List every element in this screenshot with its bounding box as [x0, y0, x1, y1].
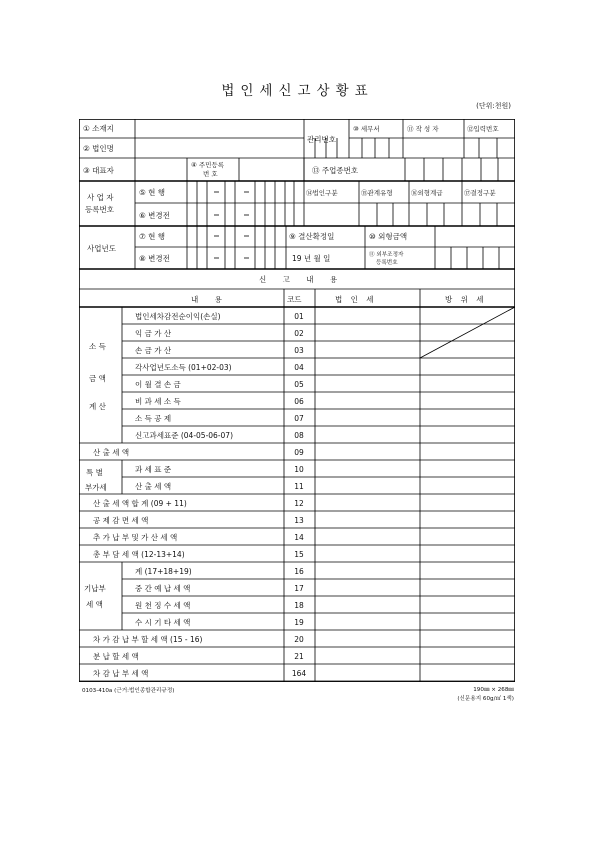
row-code: 10 [294, 465, 304, 474]
location-field[interactable] [136, 120, 303, 137]
row-code: 05 [294, 380, 304, 389]
row-code: 13 [294, 516, 304, 525]
table-row [122, 580, 515, 596]
table-row [79, 631, 515, 647]
corp-tax-field[interactable] [316, 359, 419, 374]
table-row [122, 410, 515, 426]
table-row [79, 444, 515, 460]
ext-auditor-label-2: 등록번호 [376, 260, 398, 266]
row-code: 09 [294, 448, 304, 457]
row-label: 산 출 세 액 [135, 482, 172, 491]
group-special-1: 특 별 [86, 468, 103, 477]
table-row [122, 376, 515, 392]
col-rural-tax: 방 위 세 [445, 295, 487, 304]
ext-amount-label: ⑩ 외형금액 [369, 232, 408, 241]
row-label: 산 출 세 액 [93, 448, 130, 457]
row-label: 추 가 납 부 및 가 산 세 액 [93, 533, 178, 542]
rural-tax-field[interactable] [421, 563, 514, 578]
rural-tax-field[interactable] [421, 478, 514, 493]
table-row [79, 427, 515, 443]
changed2-label: ⑧ 변경전 [139, 254, 170, 263]
row-label: 수 시 기 타 세 액 [135, 618, 191, 627]
row-code: 02 [294, 329, 304, 338]
form-title: 법인세신고상황표 [221, 83, 374, 99]
table-row [79, 546, 515, 562]
rural-tax-field[interactable] [421, 648, 514, 663]
settlement-date-label: ⑨ 결산확정일 [289, 232, 335, 241]
row-code: 01 [294, 312, 304, 321]
resident-no-label-1: ④ 주민등록 [191, 161, 225, 169]
tax-office-label: ⑩ 세무서 [353, 125, 380, 133]
rural-tax-field[interactable] [421, 444, 514, 459]
table-row [122, 342, 515, 358]
biz-reg-no-label-2: 등록번호 [85, 205, 114, 214]
group-income-3: 계 산 [89, 402, 106, 411]
settlement-date-value: 19 년 월 일 [292, 254, 331, 263]
representative-label: ③ 대표자 [83, 166, 114, 175]
row-label: 이 월 결 손 금 [135, 380, 181, 389]
ext-audit-label: ⑯외형계급 [411, 189, 443, 197]
row-label: 중 간 예 납 세 액 [135, 584, 191, 593]
table-row [79, 665, 515, 681]
corp-tax-field[interactable] [316, 376, 419, 391]
corp-tax-field[interactable] [316, 546, 419, 561]
corp-name-field[interactable] [136, 139, 303, 157]
table-row [122, 359, 515, 375]
row-code: 21 [294, 652, 304, 661]
col-corp-tax: 법 인 세 [335, 295, 377, 304]
rural-tax-field[interactable] [421, 546, 514, 561]
group-income-2: 금 액 [89, 374, 106, 383]
row-label: 법인세차감전순이익(손실) [135, 312, 221, 321]
row-code: 03 [294, 346, 304, 355]
row-label: 차 감 납 부 세 액 [93, 669, 149, 678]
rural-tax-field[interactable] [421, 359, 514, 374]
corp-tax-field[interactable] [316, 308, 419, 323]
row-code: 08 [294, 431, 304, 440]
ext-auditor-label-1: ⑪ 외부조정자 [369, 252, 404, 258]
row-label: 비 과 세 소 득 [135, 397, 181, 406]
row-code: 14 [294, 533, 304, 542]
section-title: 신 고 내 용 [259, 275, 345, 284]
paper-size: 190㎜ × 268㎜ [473, 687, 514, 693]
rural-tax-field[interactable] [421, 597, 514, 612]
group-income-1: 소 득 [89, 342, 106, 351]
rural-tax-field[interactable] [421, 512, 514, 527]
row-code: 07 [294, 414, 304, 423]
corp-tax-field[interactable] [316, 478, 419, 493]
corp-tax-field[interactable] [316, 342, 419, 357]
rural-tax-field[interactable] [421, 529, 514, 544]
rural-tax-field[interactable] [421, 631, 514, 646]
corp-tax-field[interactable] [316, 444, 419, 459]
corp-name-label: ② 법인명 [83, 144, 114, 153]
changed-label: ⑥ 변경전 [139, 211, 170, 220]
row-code: 18 [294, 601, 304, 610]
table-row [122, 393, 515, 409]
paper-type: (신문용지 60g/㎡ 1색) [457, 696, 514, 702]
table-row [122, 563, 515, 579]
rural-tax-field[interactable] [421, 665, 514, 680]
row-label: 손 금 가 산 [135, 346, 172, 355]
table-row [79, 512, 515, 528]
corp-tax-field[interactable] [316, 614, 419, 629]
mgmt-no-label: 관리번호 [307, 135, 336, 144]
corp-tax-field[interactable] [316, 631, 419, 646]
main-biz-code-label: ⑬ 주업종번호 [312, 166, 359, 175]
fiscal-year-label: 사업년도 [87, 244, 116, 253]
corp-tax-field[interactable] [316, 325, 419, 340]
paper-spec [457, 686, 514, 704]
rural-tax-field[interactable] [421, 461, 514, 476]
group-prepaid-1: 기납부 [84, 584, 106, 593]
rural-tax-field[interactable] [421, 495, 514, 510]
table-row [79, 614, 515, 630]
rural-tax-field[interactable] [421, 580, 514, 595]
corp-tax-field[interactable] [316, 529, 419, 544]
corp-tax-field[interactable] [316, 461, 419, 476]
resident-no-field[interactable] [240, 159, 303, 180]
rural-tax-field[interactable] [421, 376, 514, 391]
unit-label: (단위:천원) [476, 102, 511, 110]
row-label: 차 가 감 납 부 할 세 액 (15 - 16) [93, 635, 203, 644]
row-code: 12 [294, 499, 304, 508]
row-code: 04 [294, 363, 304, 372]
current2-label: ⑦ 현 행 [139, 232, 165, 241]
preparer-label: ⑪ 작 성 자 [407, 125, 439, 133]
corp-type-label: ⑭법인구분 [306, 189, 338, 197]
representative-field[interactable] [136, 159, 186, 180]
header-block [79, 119, 515, 307]
rural-tax-field[interactable] [421, 393, 514, 408]
table-row [79, 529, 515, 545]
group-prepaid-2: 세 액 [86, 600, 103, 609]
row-label: 신고과세표준 (04-05-06-07) [135, 431, 233, 440]
row-label: 계 (17+18+19) [135, 567, 192, 576]
decision-type-label: ⑰결정구분 [464, 189, 496, 197]
corp-tax-field[interactable] [316, 393, 419, 408]
corp-tax-field[interactable] [316, 410, 419, 425]
table-row [79, 648, 515, 664]
row-code: 20 [294, 635, 304, 644]
rural-tax-field[interactable] [421, 427, 514, 442]
row-label: 각사업년도소득 (01+02-03) [135, 363, 232, 372]
row-label: 분 납 할 세 액 [93, 652, 139, 661]
table-row [79, 495, 515, 511]
rural-tax-field[interactable] [421, 410, 514, 425]
row-code: 16 [294, 567, 304, 576]
location-label: ① 소재지 [83, 124, 114, 133]
rural-tax-field[interactable] [421, 614, 514, 629]
entry-no-label: ⑫입력번호 [467, 125, 499, 133]
group-special-2: 부가세 [85, 483, 107, 492]
row-code: 06 [294, 397, 304, 406]
table-row [122, 461, 515, 477]
row-code: 164 [291, 669, 307, 678]
form-code: 0103-410a (근거:법인종합관리규정) [82, 688, 175, 694]
row-label: 총 부 담 세 액 (12-13+14) [93, 550, 185, 559]
row-label: 소 득 공 제 [135, 414, 172, 423]
row-code: 11 [294, 482, 304, 491]
corp-tax-field[interactable] [316, 580, 419, 595]
table-row [122, 597, 515, 613]
table-rows [79, 308, 515, 681]
row-label: 산 출 세 액 합 계 (09 + 11) [93, 499, 187, 508]
current-label: ⑤ 현 행 [139, 188, 165, 197]
row-code: 15 [294, 550, 304, 559]
biz-reg-no-label-1: 사 업 자 [87, 193, 114, 202]
col-code: 코드 [287, 295, 302, 304]
row-label: 원 천 징 수 세 액 [135, 601, 191, 610]
corp-tax-field[interactable] [316, 495, 419, 510]
table-row [79, 478, 515, 494]
corp-tax-field[interactable] [316, 512, 419, 527]
tax-filing-form [79, 119, 515, 682]
corp-tax-field[interactable] [316, 665, 419, 680]
row-label: 익 금 가 산 [135, 329, 172, 338]
main-table [79, 289, 515, 682]
row-label: 공 제 감 면 세 액 [93, 516, 149, 525]
col-content: 내 용 [191, 295, 229, 304]
row-code: 19 [294, 618, 304, 627]
corp-tax-field[interactable] [316, 648, 419, 663]
row-code: 17 [294, 584, 304, 593]
corp-tax-field[interactable] [316, 427, 419, 442]
corp-tax-field[interactable] [316, 563, 419, 578]
row-label: 과 세 표 준 [135, 465, 172, 474]
resident-no-label-2: 번 호 [203, 170, 218, 178]
corp-tax-field[interactable] [316, 597, 419, 612]
audit-type-label: ⑮관계유형 [361, 189, 393, 197]
table-row [122, 308, 515, 324]
